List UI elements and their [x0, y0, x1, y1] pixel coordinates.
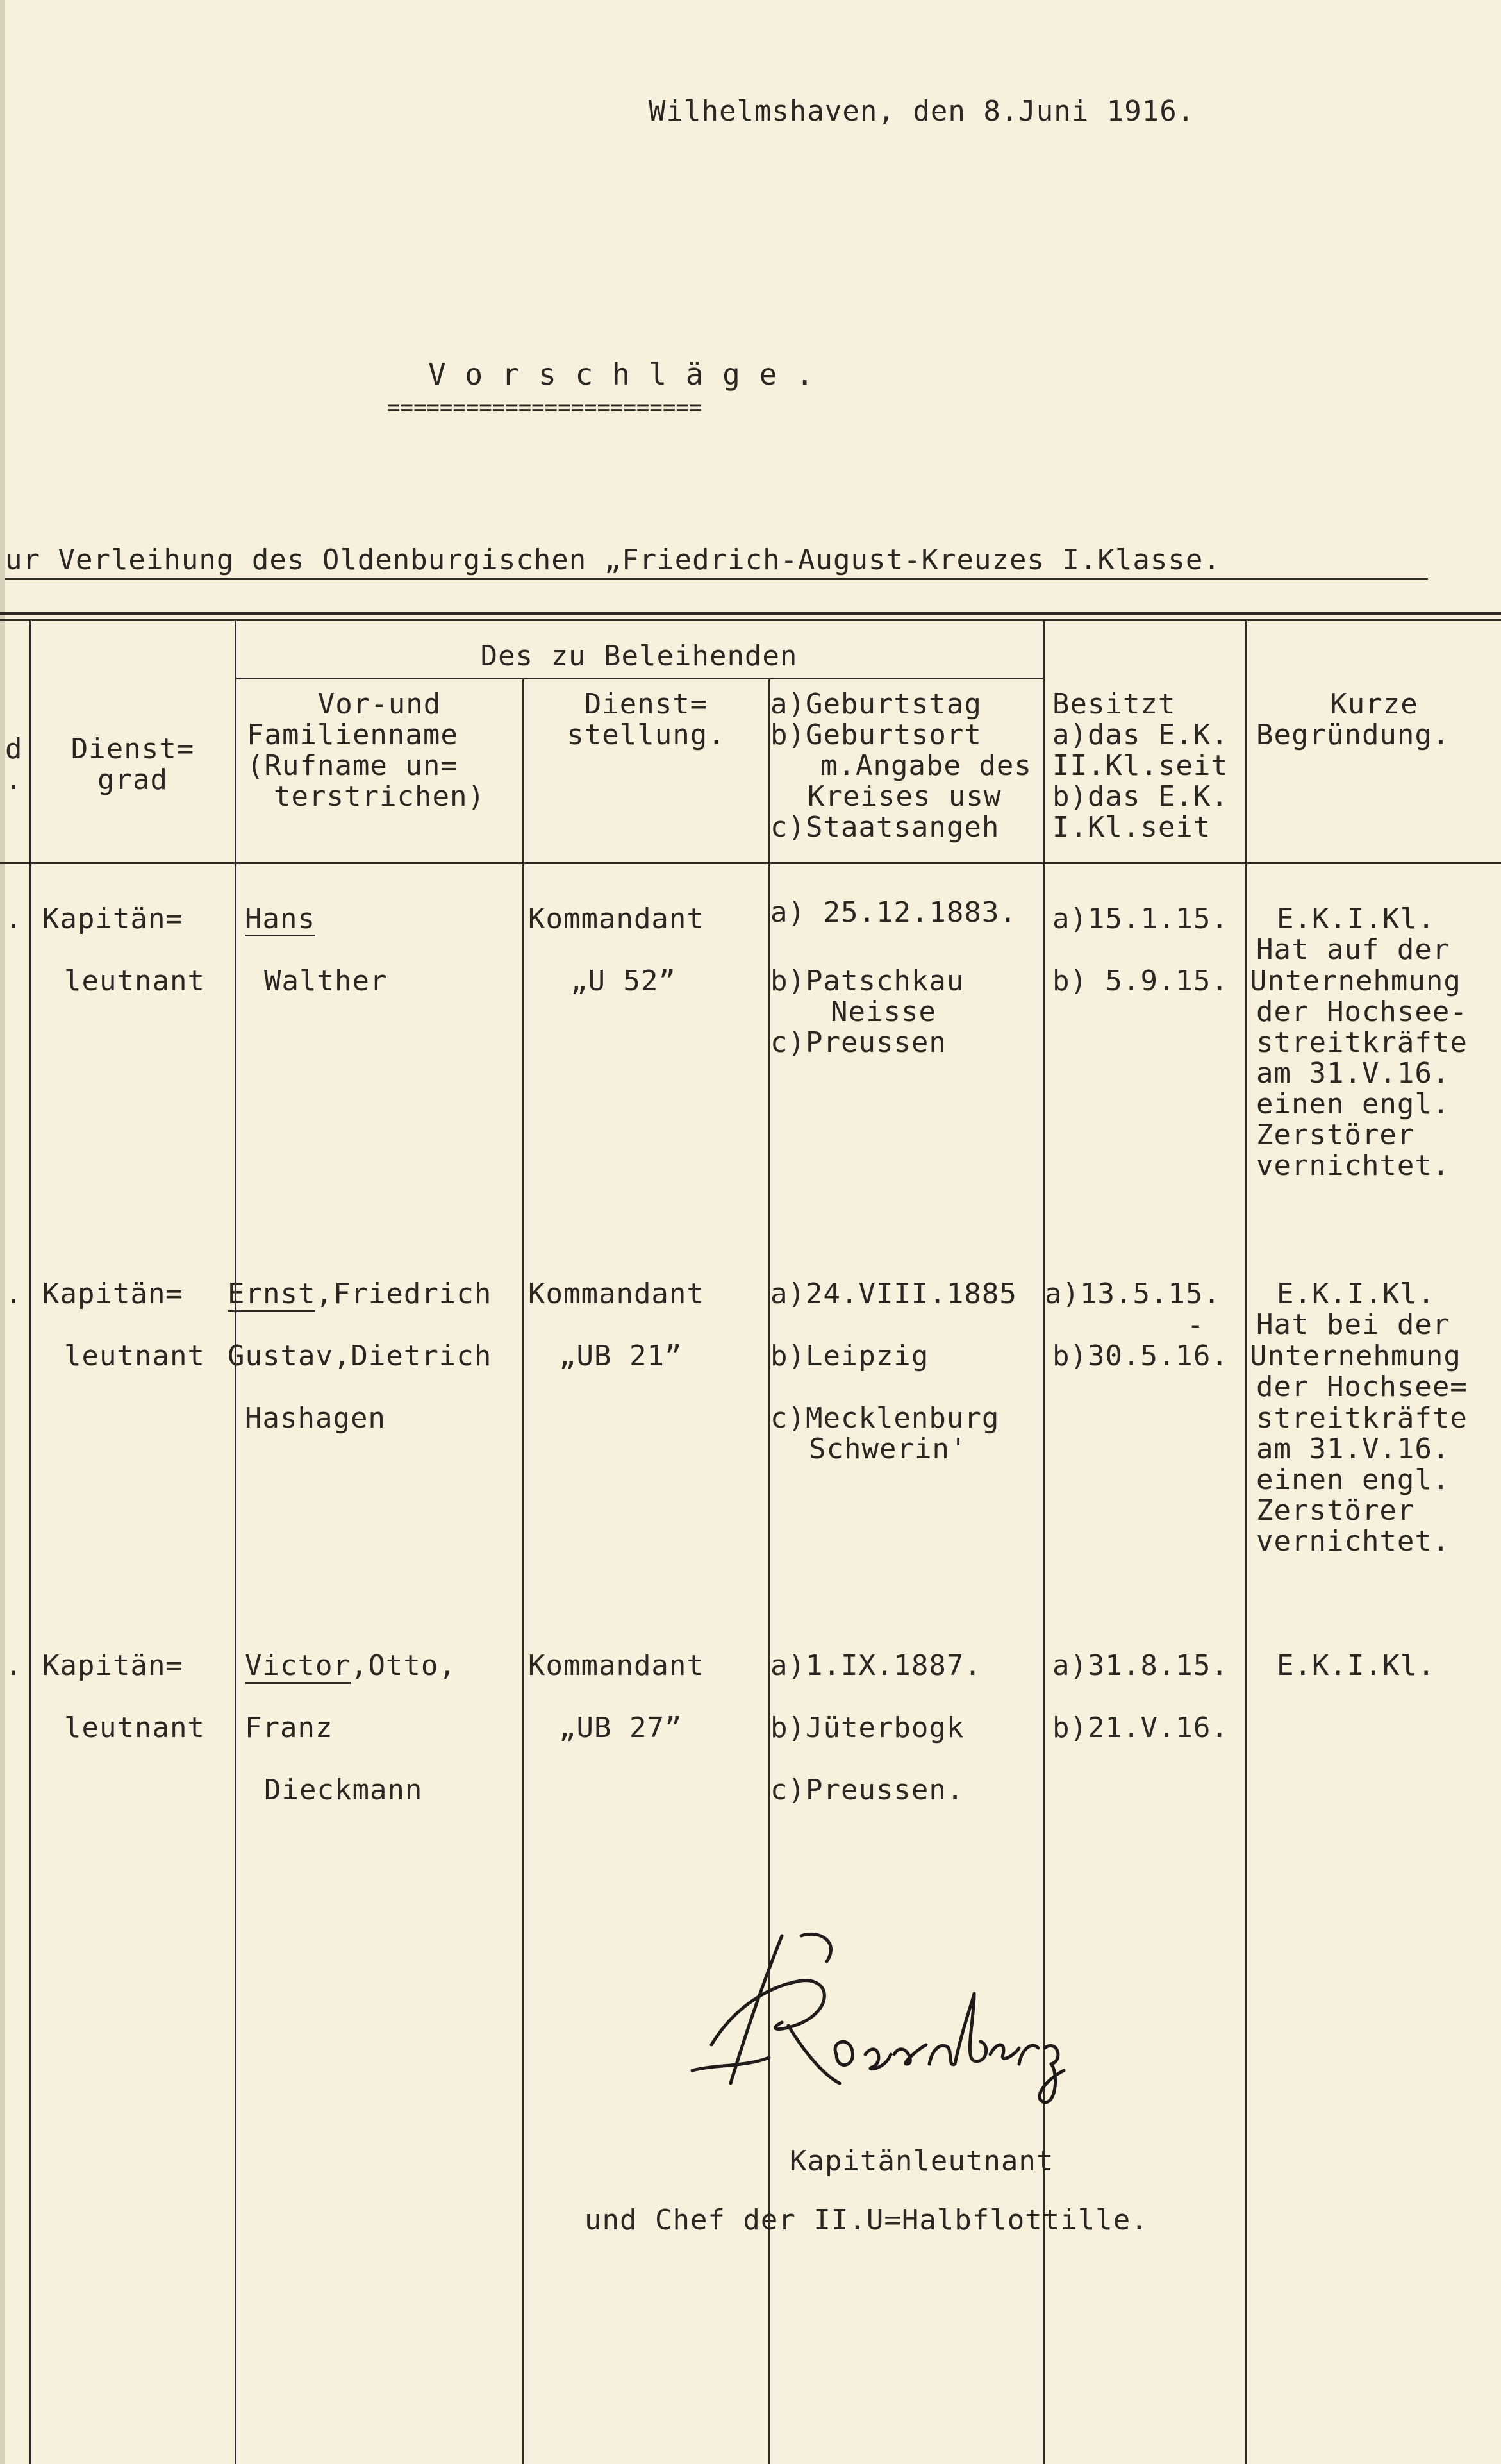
header-owns-line3: II.Kl.seit: [1052, 749, 1229, 782]
group-header-line: [236, 678, 1045, 679]
row1-reason-line5: streitkräfte: [1256, 1026, 1468, 1059]
column-line-3: [522, 678, 524, 2464]
row3-birth-line2: b)Jüterbogk: [770, 1711, 965, 1744]
row3-rank-line2: leutnant: [64, 1711, 205, 1744]
row3-owns-line1: a)31.8.15.: [1052, 1649, 1229, 1682]
row2-reason-line1: E.K.I.Kl.: [1277, 1278, 1436, 1310]
row1-rank-line1: Kapitän=: [42, 903, 183, 935]
row1-reason-line1: E.K.I.Kl.: [1277, 903, 1436, 935]
header-reason-line1: Kurze: [1330, 688, 1418, 720]
row1-owns-line1: a)15.1.15.: [1052, 903, 1229, 935]
row2-name-line3: Hashagen: [245, 1402, 386, 1435]
column-line-4: [768, 678, 770, 2464]
row1-reason-line4: der Hochsee-: [1256, 995, 1468, 1028]
header-position-line2: stellung.: [567, 719, 726, 751]
row1-position-line1: Kommandant: [528, 903, 704, 935]
header-name-line2: Familienname: [247, 719, 458, 751]
row2-reason-line7: einen engl.: [1256, 1463, 1450, 1496]
row1-name-line2: Walther: [264, 965, 388, 997]
row3-birth-line1: a)1.IX.1887.: [770, 1649, 982, 1682]
row2-name-first: Ernst: [228, 1278, 315, 1312]
row2-birth-line3: c)Mecklenburg: [770, 1402, 1000, 1435]
row1-birth-line3: Neisse: [831, 995, 936, 1028]
page-edge: [0, 0, 5, 2464]
row1-reason-line8: Zerstörer: [1256, 1119, 1415, 1151]
header-birth-line3: m.Angabe des: [820, 749, 1032, 782]
header-rank-line1: Dienst=: [70, 733, 195, 765]
column-line-2: [235, 619, 236, 2464]
row3-rank-line1: Kapitän=: [42, 1649, 183, 1682]
header-name-line1: Vor-und: [317, 688, 442, 720]
row2-owns-dash: -: [1187, 1308, 1205, 1341]
header-birth-line4: Kreises usw: [808, 780, 1002, 813]
row2-position-line1: Kommandant: [528, 1278, 704, 1310]
header-owns-line1: Besitzt: [1052, 688, 1176, 720]
row1-position-line2: „U 52”: [570, 965, 676, 997]
table-top-border: [0, 612, 1501, 615]
row3-name-line3: Dieckmann: [264, 1774, 423, 1806]
row1-reason-line3: Unternehmung: [1250, 965, 1461, 997]
row3-reason-line1: E.K.I.Kl.: [1277, 1649, 1436, 1682]
subtitle: ur Verleihung des Oldenburgischen „Friedrich-August-Kreuzes I.Klasse.: [5, 545, 1428, 580]
header-col0-line2: .: [5, 763, 23, 796]
row3-birth-line3: c)Preussen.: [770, 1774, 965, 1806]
row2-rank-line1: Kapitän=: [42, 1278, 183, 1310]
row1-reason-line7: einen engl.: [1256, 1088, 1450, 1120]
row1-birth-line2: b)Patschkau: [770, 965, 965, 997]
row2-reason-line6: am 31.V.16.: [1256, 1433, 1450, 1465]
row2-num: .: [5, 1278, 23, 1310]
header-position-line1: Dienst=: [584, 688, 708, 720]
row3-position-line2: „UB 27”: [559, 1711, 683, 1744]
row2-reason-line5: streitkräfte: [1256, 1402, 1468, 1435]
group-header: Des zu Beleihenden: [480, 640, 798, 672]
signature-title-line2: und Chef der II.U=Halbflottille.: [585, 2204, 1149, 2236]
row2-birth-line1: a)24.VIII.1885: [770, 1279, 1017, 1310]
row2-name-line1: [228, 1279, 492, 1310]
row2-reason-line3: Unternehmung: [1250, 1340, 1461, 1372]
header-bottom-line: [0, 862, 1501, 864]
header-owns-line2: a)das E.K.: [1052, 719, 1229, 751]
row1-rank-line2: leutnant: [64, 965, 205, 997]
row2-birth-line4: Schwerin': [809, 1433, 968, 1465]
header-birth-line5: c)Staatsangeh: [770, 811, 1000, 844]
header-rank-line2: grad: [97, 763, 168, 796]
row2-owns-line2: b)30.5.16.: [1052, 1340, 1229, 1372]
row1-birth-line4: c)Preussen: [770, 1026, 947, 1059]
header-birth-line2: b)Geburtsort: [770, 719, 982, 751]
row1-reason-line6: am 31.V.16.: [1256, 1057, 1450, 1090]
column-line-6: [1245, 619, 1247, 2464]
row1-num: .: [5, 903, 23, 935]
row2-rank-line2: leutnant: [64, 1340, 205, 1372]
column-line-5: [1043, 619, 1045, 2464]
row3-owns-line2: b)21.V.16.: [1052, 1711, 1229, 1744]
header-owns-line4: b)das E.K.: [1052, 780, 1229, 813]
column-line-1: [29, 619, 31, 2464]
row2-name-line2: Gustav,Dietrich: [228, 1340, 492, 1372]
row2-birth-line2: b)Leipzig: [770, 1340, 929, 1372]
header-col0-line1: d: [5, 733, 23, 765]
row2-reason-line8: Zerstörer: [1256, 1494, 1415, 1527]
header-name-line4: terstrichen): [274, 780, 485, 813]
signature-title-line1: Kapitänleutnant: [790, 2145, 1054, 2177]
table-top-border-inner: [0, 619, 1501, 621]
header-birth-line1: a)Geburtstag: [770, 688, 982, 720]
handwritten-signature: [673, 1917, 1122, 2109]
row3-name-line1: [245, 1651, 456, 1681]
row3-position-line1: Kommandant: [528, 1649, 704, 1682]
row2-owns-line1: a)13.5.15.: [1045, 1278, 1221, 1310]
row2-reason-line9: vernichtet.: [1256, 1525, 1450, 1558]
place-date: Wilhelmshaven, den 8.Juni 1916.: [649, 95, 1195, 128]
row3-name-rest1: ,Otto,: [350, 1649, 456, 1682]
row1-name-first: Hans: [245, 903, 315, 935]
header-name-line3: (Rufname un=: [247, 749, 458, 782]
header-reason-line2: Begründung.: [1256, 719, 1450, 751]
row1-owns-line2: b) 5.9.15.: [1052, 965, 1229, 997]
title-underline: ========================: [387, 395, 702, 420]
row2-position-line2: „UB 21”: [559, 1340, 683, 1372]
row3-num: .: [5, 1649, 23, 1682]
row3-name-line2: Franz: [245, 1711, 333, 1744]
row2-reason-line2: Hat bei der: [1256, 1308, 1450, 1341]
row1-reason-line2: Hat auf der: [1256, 933, 1450, 966]
row2-reason-line4: der Hochsee=: [1256, 1370, 1468, 1403]
row3-name-first: Victor: [245, 1649, 351, 1684]
row2-name-rest1: ,Friedrich: [315, 1278, 492, 1310]
header-owns-line5: I.Kl.seit: [1052, 811, 1211, 844]
document-title: V o r s c h l ä g e .: [428, 357, 815, 392]
row1-birth-line1: a) 25.12.1883.: [770, 896, 1017, 929]
row1-reason-line9: vernichtet.: [1256, 1149, 1450, 1182]
